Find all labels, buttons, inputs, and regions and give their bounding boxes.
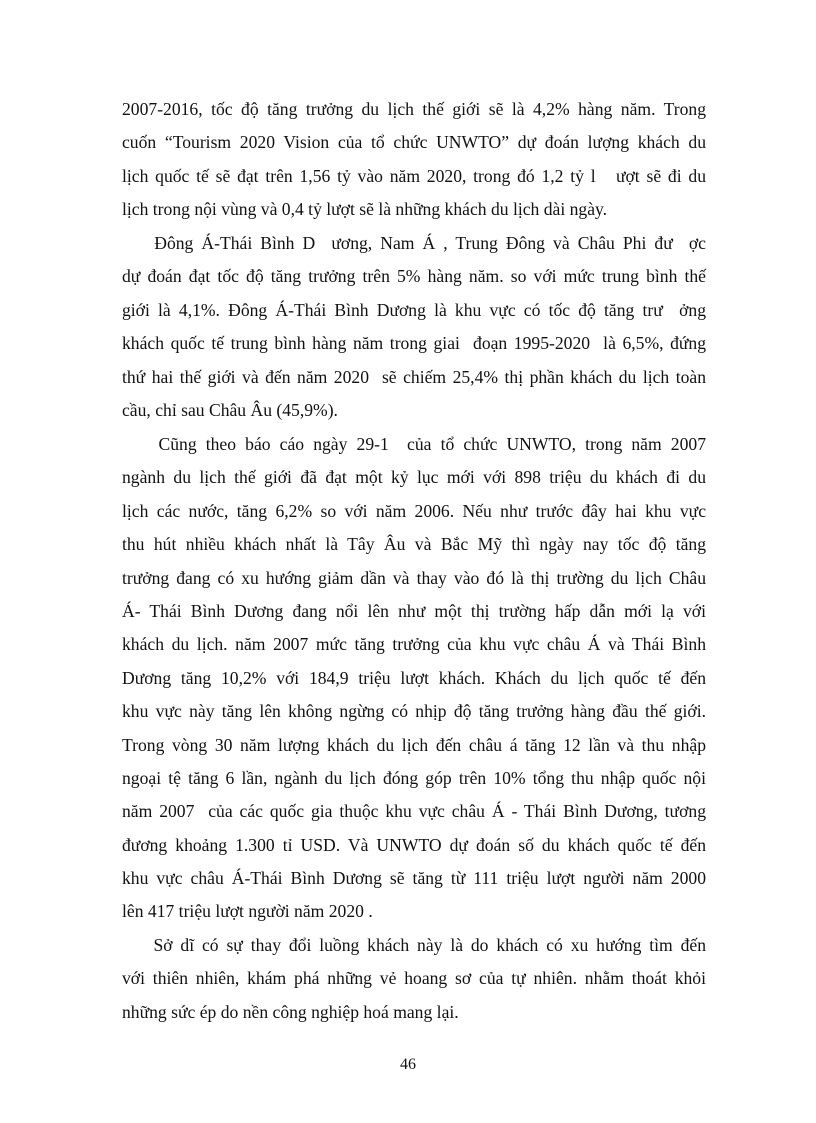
paragraph-line: thu hút nhiều khách nhất là Tây Âu và Bắc Mỹ thì ngày nay tốc độ tăng — [122, 534, 706, 555]
paragraph-line: trưởng đang có xu hướng giảm dần và thay vào đó là thị trường du lịch Châu — [122, 567, 706, 588]
paragraph-line: khách quốc tế trung bình hàng năm trong giai đoạn 1995-2020 là 6,5%, đứng — [122, 333, 706, 354]
paragraph-line: dự đoán đạt tốc độ tăng trưởng trên 5% hàng năm. so với mức trung bình thế — [122, 266, 706, 287]
paragraph-line: lên 417 triệu lượt người năm 2020 . — [122, 901, 373, 922]
paragraph-line: Trong vòng 30 năm lượng khách du lịch đến châu á tăng 12 lần và thu nhập — [122, 734, 706, 755]
paragraph-line: đương khoảng 1.300 tỉ USD. Và UNWTO dự đoán số du khách quốc tế đến — [122, 834, 706, 855]
paragraph-line: cuốn “Tourism 2020 Vision của tổ chức UNWTO” dự đoán lượng khách du — [122, 132, 706, 153]
paragraph-3 — [122, 428, 706, 929]
paragraph-line: lịch các nước, tăng 6,2% so với năm 2006. Nếu như trước đây hai khu vực — [122, 500, 706, 521]
paragraph-line: ngoại tệ tăng 6 lần, ngành du lịch đóng góp trên 10% tổng thu nhập quốc nội — [122, 767, 706, 788]
paragraph-4 — [122, 929, 706, 1029]
paragraph-line: lịch quốc tế sẽ đạt trên 1,56 tỷ vào năm 2020, trong đó 1,2 tỷ l ượt sẽ đi du — [122, 165, 706, 186]
paragraph-line: thứ hai thế giới và đến năm 2020 sẽ chiếm 25,4% thị phần khách du lịch toàn — [122, 366, 706, 387]
paragraph-1 — [122, 93, 706, 227]
paragraph-line: những sức ép do nền công nghiệp hoá mang lại. — [122, 1001, 459, 1022]
page-number: 46 — [400, 1056, 416, 1073]
paragraph-2 — [122, 227, 706, 427]
paragraph-line: năm 2007 của các quốc gia thuộc khu vực châu Á - Thái Bình Dương, tương — [122, 801, 706, 822]
paragraph-line: Đông Á-Thái Bình D ương, Nam Á , Trung Đông và Châu Phi đư ợc — [122, 233, 706, 253]
paragraph-line: khu vực này tăng lên không ngừng có nhịp độ tăng trưởng hàng đầu thế giới. — [122, 701, 706, 722]
paragraph-line: ngành du lịch thế giới đã đạt một kỷ lục mới với 898 triệu du khách đi du — [122, 467, 706, 488]
paragraph-line: Á- Thái Bình Dương đang nổi lên như một thị trường hấp dẫn mới lạ với — [122, 600, 706, 621]
paragraph-line: khu vực châu Á-Thái Bình Dương sẽ tăng từ 111 triệu lượt người năm 2000 — [122, 868, 706, 889]
paragraph-line: giới là 4,1%. Đông Á-Thái Bình Dương là khu vực có tốc độ tăng trư ởng — [122, 299, 706, 320]
paragraph-line: cầu, chỉ sau Châu Âu (45,9%). — [122, 399, 338, 420]
paragraph-line: Cũng theo báo cáo ngày 29-1 của tổ chức UNWTO, trong năm 2007 — [122, 434, 706, 454]
paragraph-line: Dương tăng 10,2% với 184,9 triệu lượt khách. Khách du lịch quốc tế đến — [122, 667, 706, 688]
paragraph-line: lịch trong nội vùng và 0,4 tỷ lượt sẽ là những khách du lịch dài ngày. — [122, 199, 608, 220]
paragraph-line: khách du lịch. năm 2007 mức tăng trưởng của khu vực châu Á và Thái Bình — [122, 634, 706, 655]
paragraph-line: 2007-2016, tốc độ tăng trưởng du lịch thế giới sẽ là 4,2% hàng năm. Trong — [122, 99, 706, 119]
paragraph-line: Sở dĩ có sự thay đổi luồng khách này là do khách có xu hướng tìm đến — [122, 935, 706, 955]
paragraph-line: với thiên nhiên, khám phá những vẻ hoang sơ của tự nhiên. nhằm thoát khỏi — [122, 968, 706, 989]
